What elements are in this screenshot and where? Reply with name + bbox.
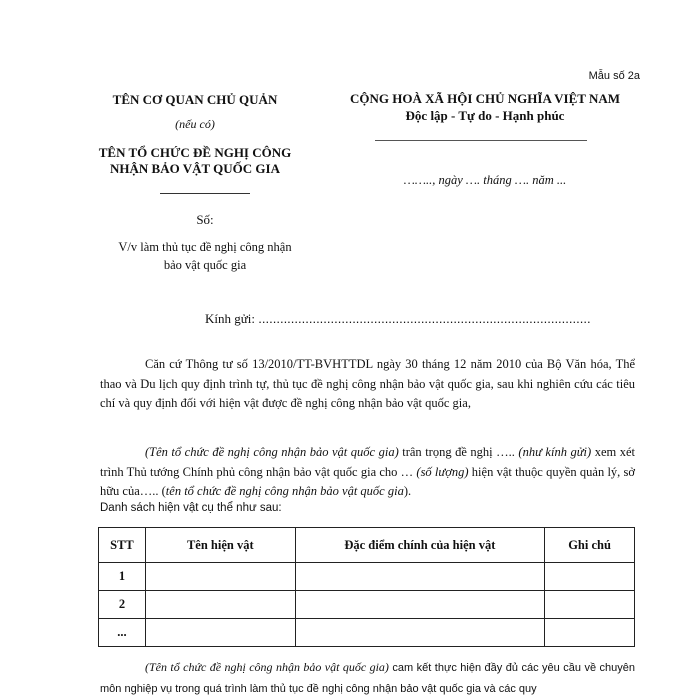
request-text-d: ). xyxy=(403,484,412,498)
recipient-line xyxy=(205,311,591,327)
request-text-c: hiện vật thuộc quyền quản lý, sở hữu của….. ( xyxy=(100,464,636,498)
header-stt: STT xyxy=(99,528,146,563)
header-features: Đặc điểm chính của hiện vật xyxy=(295,528,544,563)
table-row xyxy=(99,591,635,619)
recipient-dots: ............................................................................................ xyxy=(258,311,591,326)
table-header-row xyxy=(99,528,635,563)
org-name-placeholder-2: tên tổ chức đề nghị công nhận bảo vật quốc gia xyxy=(165,484,404,498)
form-number: Mẫu số 2a xyxy=(588,70,640,82)
request-text-a: trân trọng đề nghị ….. xyxy=(398,445,519,459)
org-name-placeholder: (Tên tổ chức đề nghị công nhận bảo vật quốc gia) xyxy=(145,445,399,459)
row-features xyxy=(295,563,544,591)
national-motto: Độc lập - Tự do - Hạnh phúc xyxy=(405,108,565,123)
org-name-placeholder-3: (Tên tổ chức đề nghị công nhận bảo vật quốc gia) xyxy=(145,660,389,674)
row-artifact-name xyxy=(145,619,295,647)
commitment-text: cam kết thực hiện đầy đủ các yêu cầu về chuyên môn nghiệp vụ trong quá trình làm thủ tục đề nghị công nhận bảo vật quốc gia và các quy xyxy=(100,662,635,695)
if-any-note: (nếu có) xyxy=(175,117,215,131)
paragraph-commitment xyxy=(100,658,635,699)
right-header-divider xyxy=(375,140,587,141)
quantity-hint: (số lượng) xyxy=(416,464,469,479)
republic-title: CỘNG HOÀ XÃ HỘI CHỦ NGHĨA VIỆT NAM xyxy=(349,91,621,106)
request-text-b: xem xét trình Thủ tướng Chính phủ công nhận bảo vật quốc gia cho … xyxy=(100,445,635,479)
agency-name: TÊN CƠ QUAN CHỦ QUẢN xyxy=(112,92,278,107)
organization-name-line2: NHẬN BẢO VẬT QUỐC GIA xyxy=(110,161,280,176)
organization-name-line1: TÊN TỔ CHỨC ĐỀ NGHỊ CÔNG xyxy=(98,145,292,160)
row-stt: 1 xyxy=(99,563,146,591)
list-title: Danh sách hiện vật cụ thể như sau: xyxy=(100,502,282,514)
document-number-label: Số: xyxy=(196,212,214,227)
row-artifact-name xyxy=(145,563,295,591)
row-artifact-name xyxy=(145,591,295,619)
paragraph-legal-basis-text: Căn cứ Thông tư số 13/2010/TT-BVHTTDL ngày 30 tháng 12 năm 2010 của Bộ Văn hóa, Thể thao và Du lịch quy định trình tự, thủ tục đề nghị công nhận bảo vật quốc gia, sau khi nghiên cứu các tiêu chí và quy định đối với hiện vật được đề nghị công nhận bảo vật quốc gia, xyxy=(100,357,635,410)
header-artifact-name: Tên hiện vật xyxy=(145,528,295,563)
row-features xyxy=(295,619,544,647)
row-note xyxy=(545,591,635,619)
recipient-label: Kính gửi: xyxy=(205,311,256,326)
recipient-hint: (như kính gửi) xyxy=(518,445,592,459)
subject-line1: V/v làm thủ tục đề nghị công nhận xyxy=(118,240,292,254)
table-row xyxy=(99,619,635,647)
row-stt: ... xyxy=(99,619,146,647)
row-features xyxy=(295,591,544,619)
row-note xyxy=(545,563,635,591)
date-line: …….., ngày …. tháng …. năm ... xyxy=(403,173,567,187)
subject-line2: bảo vật quốc gia xyxy=(163,258,247,272)
left-header-divider xyxy=(160,193,250,194)
table-row xyxy=(99,563,635,591)
artifact-table xyxy=(98,527,635,647)
organization-name xyxy=(80,145,310,177)
paragraph-request xyxy=(100,443,635,502)
paragraph-legal-basis xyxy=(100,355,635,414)
row-note xyxy=(545,619,635,647)
header-note: Ghi chú xyxy=(545,528,635,563)
subject-line xyxy=(80,238,330,274)
row-stt: 2 xyxy=(99,591,146,619)
